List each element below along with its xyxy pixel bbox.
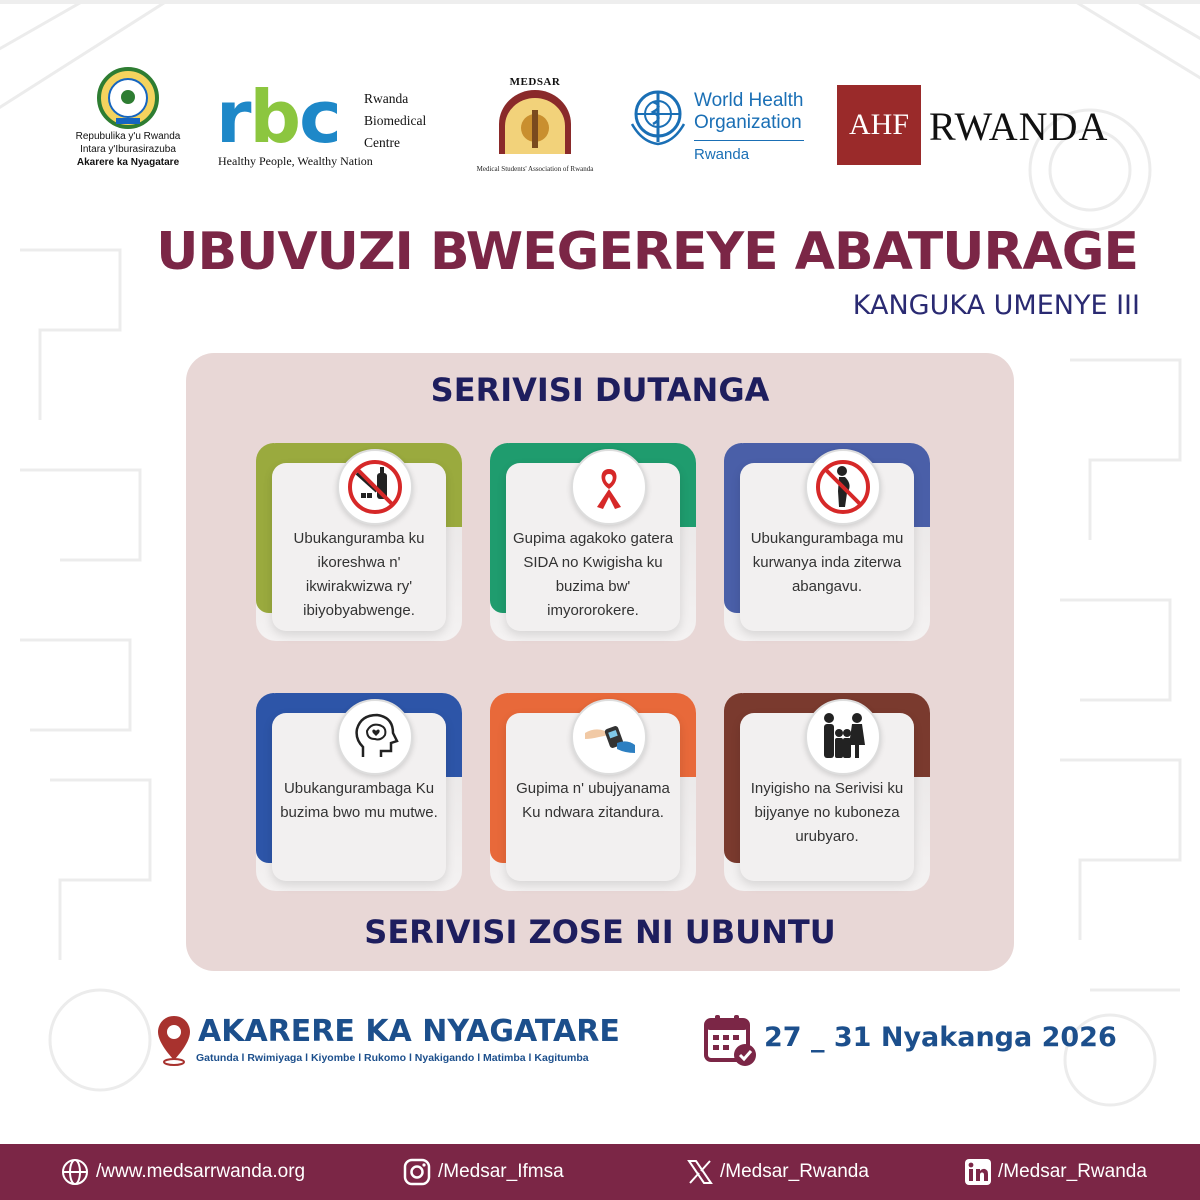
rbc-wordmark bbox=[216, 75, 340, 159]
x-logo-icon bbox=[686, 1158, 714, 1186]
ahf-word: RWANDA bbox=[929, 104, 1109, 149]
service-card-text: Ubukangurambaga Ku buzima bwo mu mutwe. bbox=[280, 780, 438, 821]
footer-x[interactable] bbox=[686, 1144, 869, 1200]
partner-logos bbox=[0, 0, 1200, 200]
rwanda-logo-line1: Repubulika y'u Rwanda bbox=[75, 131, 181, 142]
rbc-letter-r: r bbox=[216, 75, 250, 159]
service-card-text: Gupima n' ubujyanama Ku ndwara zitandura. bbox=[516, 780, 670, 821]
service-card-hiv bbox=[490, 443, 696, 641]
location-title: AKARERE KA NYAGATARE bbox=[198, 1014, 620, 1049]
medsar-subtitle: Medical Students' Association of Rwanda bbox=[476, 165, 594, 173]
medsar-emblem-icon bbox=[495, 88, 575, 158]
ahf-box: AHF bbox=[837, 85, 921, 165]
service-card-text: Inyigisho na Serivisi ku bijyanye no kuboneza urubyaro. bbox=[750, 780, 904, 845]
website-link[interactable]: /www.medsarrwanda.org bbox=[96, 1161, 306, 1182]
card-body bbox=[272, 713, 446, 881]
rbc-letter-c: c bbox=[299, 75, 340, 159]
no-drugs-icon bbox=[337, 449, 413, 525]
rwanda-district-logo bbox=[58, 66, 198, 176]
linkedin-icon bbox=[964, 1158, 992, 1186]
event-location bbox=[156, 1014, 636, 1074]
footer-instagram[interactable] bbox=[402, 1144, 564, 1200]
social-footer bbox=[0, 1144, 1200, 1200]
no-pregnancy-icon bbox=[805, 449, 881, 525]
rbc-name-line1: Rwanda bbox=[364, 91, 409, 106]
who-line1: World Health bbox=[694, 90, 804, 111]
rwanda-seal-icon bbox=[96, 66, 160, 130]
rbc-name-line3: Centre bbox=[364, 135, 400, 150]
who-divider bbox=[694, 140, 804, 141]
card-body bbox=[506, 713, 680, 881]
service-card-text: Ubukanguramba ku ikoreshwa n' ikwirakwizwa ry' ibiyobyabwenge. bbox=[293, 530, 425, 619]
rbc-full-name bbox=[364, 88, 454, 154]
service-card-drugs bbox=[256, 443, 462, 641]
who-line3: Rwanda bbox=[694, 146, 750, 163]
page-title: UBUVUZI BWEGEREYE ABATURAGE bbox=[156, 222, 1138, 282]
instagram-handle[interactable]: /Medsar_Ifmsa bbox=[438, 1161, 564, 1182]
aids-ribbon-icon bbox=[571, 449, 647, 525]
card-body bbox=[506, 463, 680, 631]
services-panel bbox=[186, 353, 1014, 971]
date-text: 27 _ 31 Nyakanga 2026 bbox=[764, 1022, 1117, 1053]
who-emblem-icon bbox=[626, 84, 690, 148]
services-free-note: SERIVISI ZOSE NI UBUNTU bbox=[364, 913, 836, 951]
card-body bbox=[272, 463, 446, 631]
rbc-letter-b: b bbox=[249, 75, 300, 159]
footer-linkedin[interactable] bbox=[964, 1144, 1147, 1200]
linkedin-handle[interactable]: /Medsar_Rwanda bbox=[998, 1161, 1147, 1182]
service-card-teen-pregnancy bbox=[724, 443, 930, 641]
event-date bbox=[704, 1014, 1124, 1070]
service-card-family-planning bbox=[724, 693, 930, 891]
rbc-logo bbox=[216, 75, 436, 174]
location-pin-icon bbox=[156, 1014, 192, 1066]
x-handle[interactable]: /Medsar_Rwanda bbox=[720, 1161, 869, 1182]
card-body bbox=[740, 463, 914, 631]
card-body bbox=[740, 713, 914, 881]
glucose-test-icon bbox=[571, 699, 647, 775]
rwanda-logo-line3: Akarere ka Nyagatare bbox=[76, 157, 180, 168]
medsar-title: MEDSAR bbox=[509, 76, 561, 88]
who-logo bbox=[626, 84, 806, 170]
mental-health-icon bbox=[337, 699, 413, 775]
rwanda-logo-line2: Intara y'Iburasirazuba bbox=[80, 144, 176, 155]
globe-icon bbox=[60, 1157, 90, 1187]
rbc-tagline: Healthy People, Wealthy Nation bbox=[218, 154, 373, 168]
calendar-icon bbox=[704, 1014, 758, 1068]
rbc-name-line2: Biomedical bbox=[364, 113, 427, 128]
service-card-text: Ubukangurambaga mu kurwanya inda ziterwa abangavu. bbox=[750, 530, 904, 595]
service-card-text: Gupima agakoko gatera SIDA no Kwigisha ku buzima bw' imyororokere. bbox=[512, 530, 674, 619]
service-card-mental-health bbox=[256, 693, 462, 891]
location-sectors: Gatunda l Rwimiyaga l Kiyombe l Rukomo l Nyakigando l Matimba l Kagitumba bbox=[196, 1052, 589, 1064]
family-icon bbox=[805, 699, 881, 775]
ahf-rwanda-logo bbox=[837, 85, 1137, 165]
medsar-logo bbox=[470, 76, 600, 176]
footer-website[interactable] bbox=[60, 1144, 305, 1200]
services-title: SERIVISI DUTANGA bbox=[430, 371, 770, 409]
who-line2: Organization bbox=[694, 112, 802, 133]
service-card-ncd-testing bbox=[490, 693, 696, 891]
instagram-icon bbox=[402, 1157, 432, 1187]
page-subtitle: KANGUKA UMENYE III bbox=[852, 290, 1140, 321]
